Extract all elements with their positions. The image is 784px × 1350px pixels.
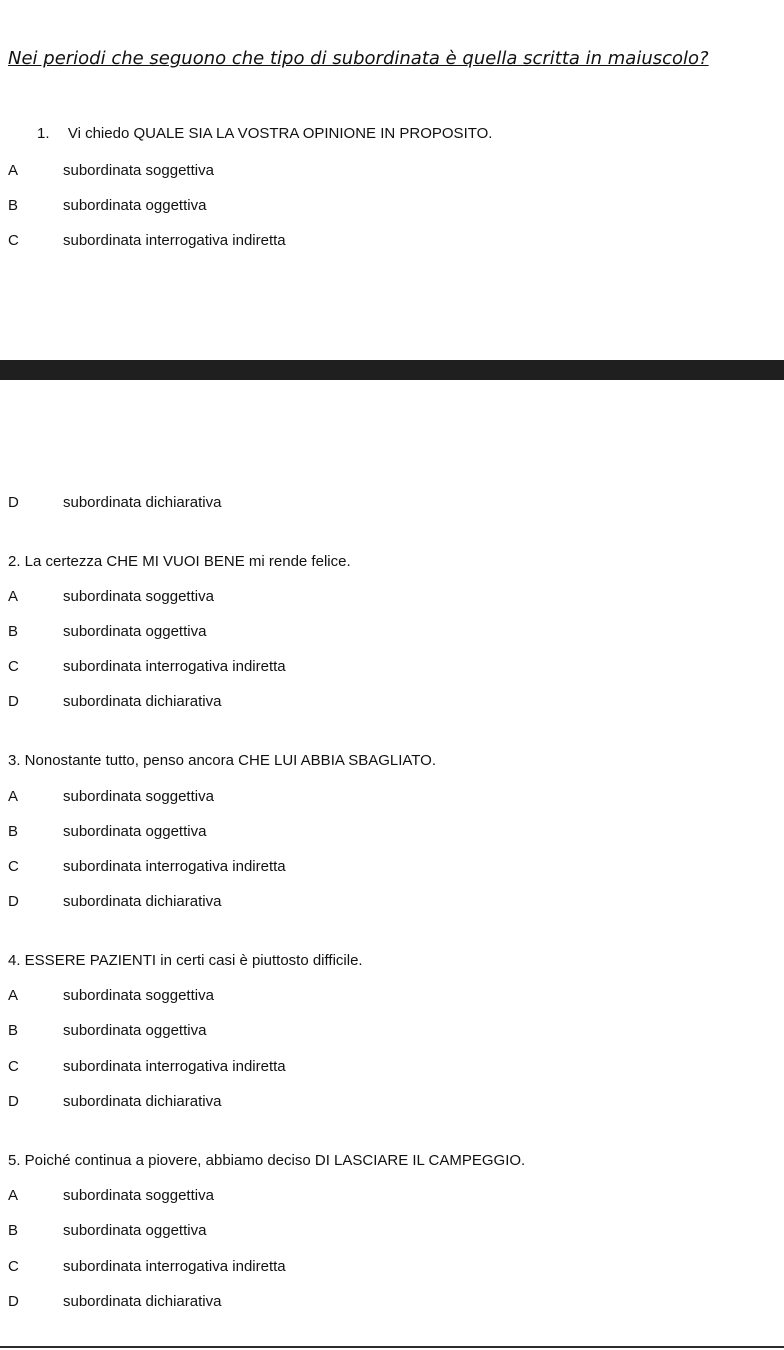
question-4: 4. ESSERE PAZIENTI in certi casi è piuttosto difficile.: [8, 952, 363, 969]
question-text: Vi chiedo QUALE SIA LA VOSTRA OPINIONE IN PROPOSITO.: [67, 125, 493, 142]
option-text: subordinata oggettiva: [63, 197, 207, 214]
question-number: 1.: [37, 125, 50, 142]
option-letter: B: [8, 1222, 19, 1239]
option-text: subordinata oggettiva: [63, 1222, 207, 1239]
option-text: subordinata interrogativa indiretta: [63, 1258, 286, 1275]
option-letter: A: [8, 1187, 19, 1204]
option-text: subordinata interrogativa indiretta: [63, 858, 286, 875]
option-text: subordinata dichiarativa: [63, 494, 222, 511]
option-text: subordinata soggettiva: [63, 788, 214, 805]
option-letter: C: [8, 1258, 19, 1275]
option-text: subordinata interrogativa indiretta: [63, 1058, 286, 1075]
option-text: subordinata oggettiva: [63, 1022, 207, 1039]
option-letter: A: [8, 162, 19, 179]
option-letter: D: [8, 1093, 19, 1110]
question-2: 2. La certezza CHE MI VUOI BENE mi rende felice.: [8, 553, 351, 570]
option-text: subordinata oggettiva: [63, 623, 207, 640]
option-letter: B: [8, 197, 19, 214]
option-text: subordinata interrogativa indiretta: [63, 658, 286, 675]
option-letter: B: [8, 1022, 19, 1039]
option-text: subordinata dichiarativa: [63, 693, 222, 710]
option-letter: D: [8, 693, 19, 710]
option-letter: A: [8, 788, 19, 805]
option-letter: C: [8, 1058, 19, 1075]
option-letter: C: [8, 858, 19, 875]
option-text: subordinata soggettiva: [63, 162, 214, 179]
option-letter: B: [8, 823, 19, 840]
option-text: subordinata dichiarativa: [63, 893, 222, 910]
option-text: subordinata interrogativa indiretta: [63, 232, 286, 249]
option-letter: D: [8, 1293, 19, 1310]
question-5: 5. Poiché continua a piovere, abbiamo deciso DI LASCIARE IL CAMPEGGIO.: [8, 1152, 526, 1169]
option-text: subordinata soggettiva: [63, 987, 214, 1004]
option-letter: D: [8, 494, 19, 511]
page-break-band: [0, 360, 784, 380]
option-letter: B: [8, 623, 19, 640]
worksheet-title: Nei periodi che seguono che tipo di subordinata è quella scritta in maiuscolo?: [8, 48, 709, 69]
question-1: [37, 125, 492, 142]
option-text: subordinata dichiarativa: [63, 1093, 222, 1110]
question-3: 3. Nonostante tutto, penso ancora CHE LUI ABBIA SBAGLIATO.: [8, 752, 437, 769]
option-letter: A: [8, 588, 19, 605]
option-text: subordinata soggettiva: [63, 588, 214, 605]
option-text: subordinata dichiarativa: [63, 1293, 222, 1310]
option-letter: C: [8, 232, 19, 249]
option-text: subordinata oggettiva: [63, 823, 207, 840]
bottom-divider: [0, 1346, 784, 1348]
option-text: subordinata soggettiva: [63, 1187, 214, 1204]
option-letter: C: [8, 658, 19, 675]
option-letter: D: [8, 893, 19, 910]
option-letter: A: [8, 987, 19, 1004]
